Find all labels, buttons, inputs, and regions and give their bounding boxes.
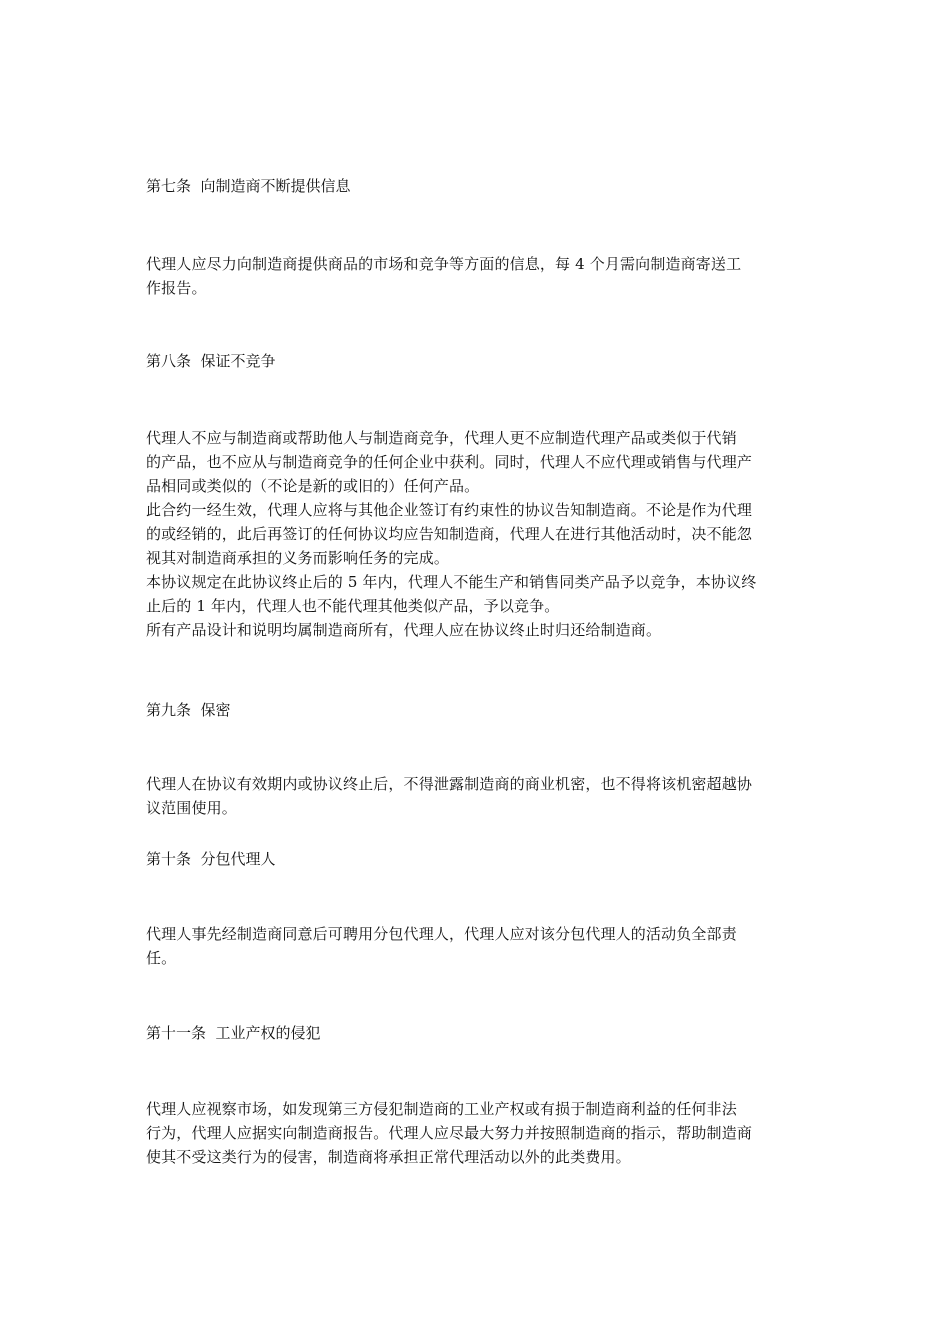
article-7-body	[146, 252, 810, 300]
article-9-line: 代理人在协议有效期内或协议终止后，不得泄露制造商的商业机密，也不得将该机密超越协	[146, 775, 753, 793]
article-9-line: 议范围使用。	[146, 799, 237, 817]
article-11-line: 代理人应视察市场，如发现第三方侵犯制造商的工业产权或有损于制造商利益的任何非法	[146, 1100, 737, 1118]
article-10-body	[146, 922, 810, 970]
article-7-heading: 第七条 向制造商不断提供信息	[146, 177, 351, 195]
article-8-line: 所有产品设计和说明均属制造商所有，代理人应在协议终止时归还给制造商。	[146, 621, 662, 639]
article-11-heading: 第十一条 工业产权的侵犯	[146, 1024, 321, 1042]
article-8-heading: 第八条 保证不竞争	[146, 352, 276, 370]
article-10-heading: 第十条 分包代理人	[146, 850, 276, 868]
article-8-line: 此合约一经生效，代理人应将与其他企业签订有约束性的协议告知制造商。不论是作为代理	[146, 501, 753, 519]
article-8-line: 代理人不应与制造商或帮助他人与制造商竞争，代理人更不应制造代理产品或类似于代销	[146, 429, 737, 447]
article-11-body	[146, 1097, 810, 1169]
article-8-line: 的或经销的，此后再签订的任何协议均应告知制造商，代理人在进行其他活动时，决不能忽	[146, 525, 753, 543]
article-9-heading: 第九条 保密	[146, 701, 231, 719]
article-7-line: 代理人应尽力向制造商提供商品的市场和竞争等方面的信息，每 4 个月需向制造商寄送工	[146, 255, 742, 273]
article-8-line: 止后的 1 年内，代理人也不能代理其他类似产品，予以竞争。	[146, 597, 560, 615]
article-8-line: 的产品，也不应从与制造商竞争的任何企业中获利。同时，代理人不应代理或销售与代理产	[146, 453, 753, 471]
article-8-body	[146, 426, 810, 642]
article-10-line: 任。	[146, 949, 177, 967]
article-7-line: 作报告。	[146, 279, 207, 297]
article-8-line: 本协议规定在此协议终止后的 5 年内，代理人不能生产和销售同类产品予以竞争，本协议终	[146, 573, 757, 591]
article-10-line: 代理人事先经制造商同意后可聘用分包代理人，代理人应对该分包代理人的活动负全部责	[146, 925, 737, 943]
article-9-body	[146, 772, 810, 820]
article-8-line: 视其对制造商承担的义务而影响任务的完成。	[146, 549, 450, 567]
article-11-line: 行为，代理人应据实向制造商报告。代理人应尽最大努力并按照制造商的指示，帮助制造商	[146, 1124, 753, 1142]
article-11-line: 使其不受这类行为的侵害，制造商将承担正常代理活动以外的此类费用。	[146, 1148, 631, 1166]
article-8-line: 品相同或类似的（不论是新的或旧的）任何产品。	[146, 477, 480, 495]
